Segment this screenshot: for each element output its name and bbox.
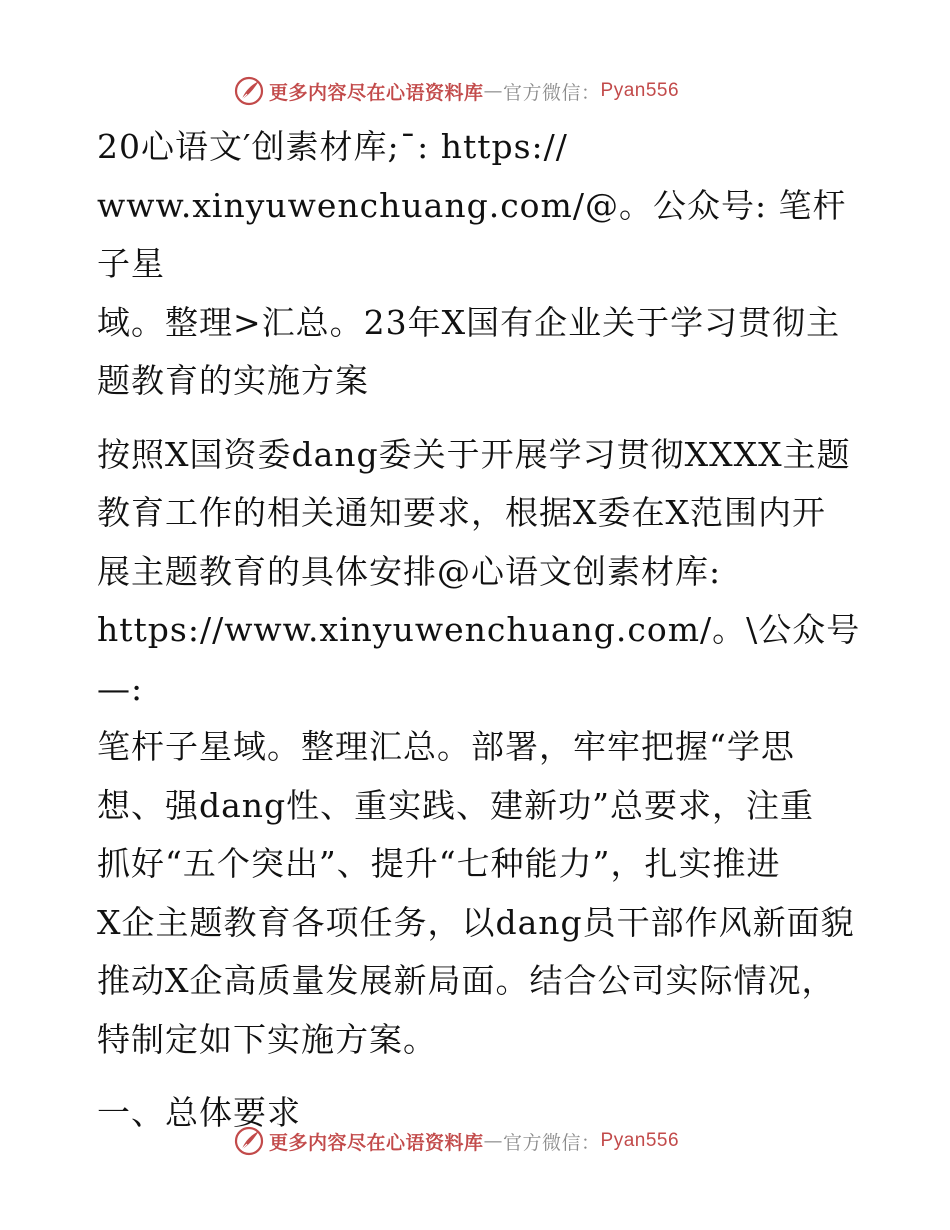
footer-watermark <box>233 1121 679 1161</box>
watermark-dash: — <box>483 1130 504 1152</box>
header-watermark <box>233 71 679 111</box>
quill-logo-icon <box>233 1125 265 1157</box>
watermark-main-text: 更多内容尽在心语资料库 <box>269 81 484 104</box>
watermark-dash: — <box>483 80 504 102</box>
intro-paragraph: 按照X国资委dang委关于开展学习贯彻XXXX主题 教育工作的相关通知要求，根据X委在X范围内开 展主题教育的具体安排@心语文创素材库: https://www.xinyuwenchuang.com/。\公众号—: 笔杆子星域。整理汇总。部署，牢牢把握“学思 想、强dang性、重实践、建新功”总要求，注重 抓好“五个突出”、提升“七种能力”，扎实推进 X企主题教育各项任务，以dang员干部作风新面貌 推动X企高质量发展新局面。结合公司实际情况， 特制定如下实施方案。 <box>97 434 861 1059</box>
quill-logo-icon <box>233 75 265 107</box>
watermark-wechat-label: 官方微信： <box>503 81 601 104</box>
watermark-wechat-id: Pyan556 <box>600 1130 680 1151</box>
watermark-main-text: 更多内容尽在心语资料库 <box>269 1131 484 1154</box>
watermark-wechat-id: Pyan556 <box>600 80 680 101</box>
section-heading: 一、总体要求 <box>97 1093 301 1132</box>
document-body <box>97 118 877 1143</box>
title-paragraph: 20心语文′创素材库;¯: https:// www.xinyuwenchuang.com/@。公众号: 笔杆子星 域。整理>汇总。23年X国有企业关于学习贯彻主 题教育的实施方案 <box>97 127 847 400</box>
watermark-wechat-label: 官方微信： <box>503 1131 601 1154</box>
